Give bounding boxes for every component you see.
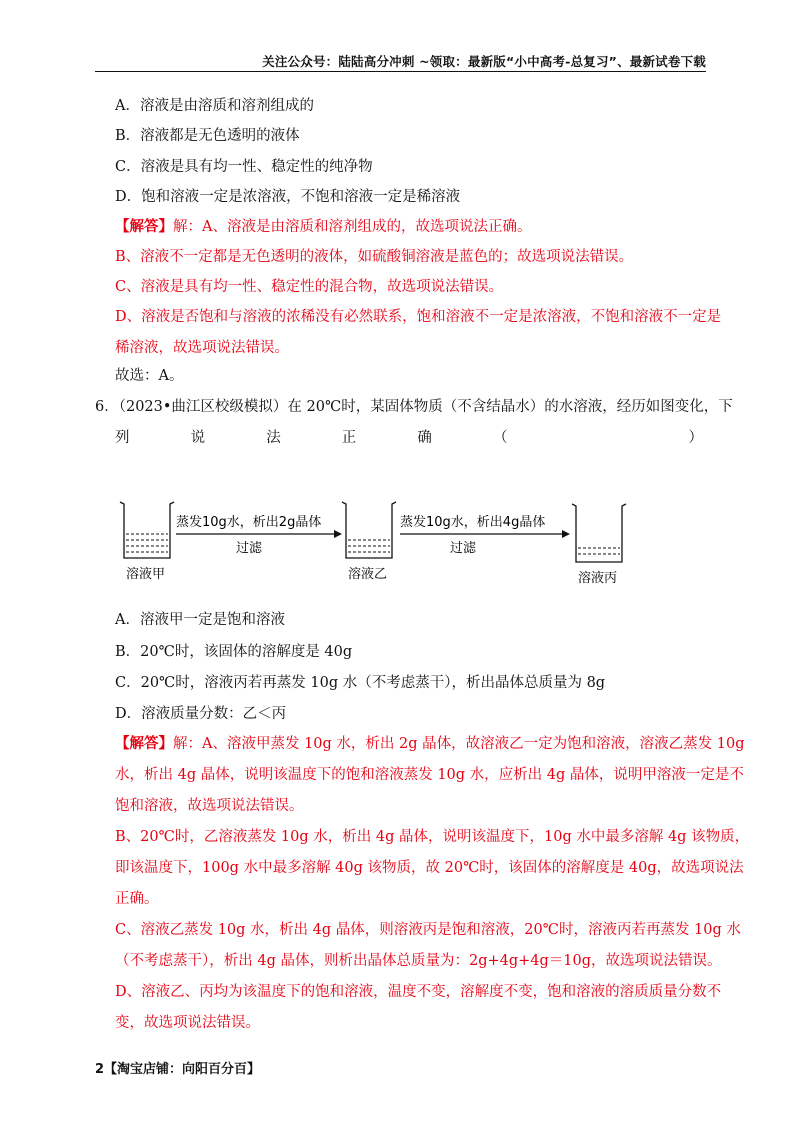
q6-option-c: C．20℃时，溶液丙若再蒸发 10g 水（不考虑蒸干），析出晶体总质量为 8g xyxy=(115,675,606,691)
answer-tag: 【解答】 xyxy=(115,735,173,752)
arrow1-top-label: 蒸发10g水，析出2g晶体 xyxy=(176,515,322,530)
beaker2-label: 溶液乙 xyxy=(348,567,388,582)
q6-answer-line: D、溶液乙、丙均为该温度下的饱和溶液，温度不变，溶解度不变，饱和溶液的溶质质量分数不 xyxy=(115,984,722,1000)
answer-tag: 【解答】 xyxy=(115,218,173,235)
bracket-open: （ xyxy=(492,430,508,446)
answer-bracket xyxy=(493,428,703,448)
stem-char: 说 xyxy=(190,430,206,446)
q5-answer-line: C、溶液是具有均一性、稳定性的混合物，故选项说法错误。 xyxy=(115,279,504,295)
q5-answer-text: 解：A、溶液是由溶质和溶剂组成的，故选项说法正确。 xyxy=(173,219,532,235)
q5-answer-line: B、溶液不一定都是无色透明的液体，如硫酸铜溶液是蓝色的；故选项说法错误。 xyxy=(115,249,634,265)
beaker-jia xyxy=(120,502,174,558)
page-header: 关注公众号：陆陆高分冲刺 ~领取：最新版“小中高考-总复习”、最新试卷下载 xyxy=(262,54,706,69)
arrow2-bottom-label: 过滤 xyxy=(450,541,477,556)
page-footer: 2【淘宝店铺：向阳百分百】 xyxy=(95,1062,261,1077)
arrow1-head xyxy=(334,530,342,538)
beaker-bing xyxy=(572,504,626,562)
stem-char: 正 xyxy=(341,430,357,446)
q5-option-d: D．饱和溶液一定是浓溶液，不饱和溶液一定是稀溶液 xyxy=(115,189,461,205)
beaker-yi xyxy=(342,502,396,558)
q5-option-c: C．溶液是具有均一性、稳定性的纯净物 xyxy=(115,159,373,175)
q6-option-d: D．溶液质量分数：乙＜丙 xyxy=(115,706,287,722)
bracket-close: ） xyxy=(688,430,703,446)
beaker1-label: 溶液甲 xyxy=(126,567,166,582)
q6-answer-line: 饱和溶液，故选项说法错误。 xyxy=(115,798,304,814)
q6-answer-line xyxy=(115,734,745,754)
q5-answer-line: 稀溶液，故选项说法错误。 xyxy=(115,340,289,356)
q5-answer-line xyxy=(115,217,531,237)
stem-char: 确 xyxy=(417,430,432,446)
arrow2-top-label: 蒸发10g水，析出4g晶体 xyxy=(400,515,546,530)
q5-option-a: A．溶液是由溶质和溶剂组成的 xyxy=(115,98,314,114)
q6-stem: 6．（2023•曲江区校级模拟）在 20℃时，某固体物质（不含结晶水）的水溶液，经历如图变化，下 xyxy=(95,399,733,415)
q6-option-b: B．20℃时，该固体的溶解度是 40g xyxy=(115,644,353,660)
q6-answer-line: 变，故选项说法错误。 xyxy=(115,1015,260,1031)
q5-option-b: B．溶液都是无色透明的液体 xyxy=(115,128,300,144)
stem-char: 法 xyxy=(266,430,281,446)
stem-char: 列 xyxy=(115,430,130,446)
evaporation-diagram xyxy=(110,490,630,590)
q6-answer-line: C、溶液乙蒸发 10g 水，析出 4g 晶体，则溶液丙是饱和溶液，20℃时，溶液丙若再蒸发 10g 水 xyxy=(115,922,741,938)
q5-conclusion: 故选：A。 xyxy=(115,368,184,384)
q6-answer-line: 即该温度下，100g 水中最多溶解 40g 该物质，故 20℃时，该固体的溶解度是 40g，故选项说法 xyxy=(115,860,744,876)
beaker3-label: 溶液丙 xyxy=(578,571,618,586)
q6-answer-line: 正确。 xyxy=(115,891,159,907)
q6-answer-line: （不考虑蒸干），析出 4g 晶体，则析出晶体总质量为：2g+4g+4g＝10g，故选项说法错误。 xyxy=(115,953,722,969)
arrow2-head xyxy=(562,530,570,538)
header-rule xyxy=(95,71,706,72)
q6-option-a: A．溶液甲一定是饱和溶液 xyxy=(115,612,285,628)
q5-answer-line: D、溶液是否饱和与溶液的浓稀没有必然联系，饱和溶液不一定是浓溶液，不饱和溶液不一定是 xyxy=(115,309,722,325)
q6-stem-line2 xyxy=(115,428,703,448)
q6-answer-line: 水，析出 4g 晶体，说明该温度下的饱和溶液蒸发 10g 水，应析出 4g 晶体，说明甲溶液一定是不 xyxy=(115,767,744,783)
q6-answer-line: B、20℃时，乙溶液蒸发 10g 水，析出 4g 晶体，说明该温度下，10g 水中最多溶解 4g 该物质， xyxy=(115,829,750,845)
arrow1-bottom-label: 过滤 xyxy=(236,541,263,556)
q6-answer-text: 解：A、溶液甲蒸发 10g 水，析出 2g 晶体，故溶液乙一定为饱和溶液，溶液乙蒸发 10g xyxy=(173,736,745,752)
